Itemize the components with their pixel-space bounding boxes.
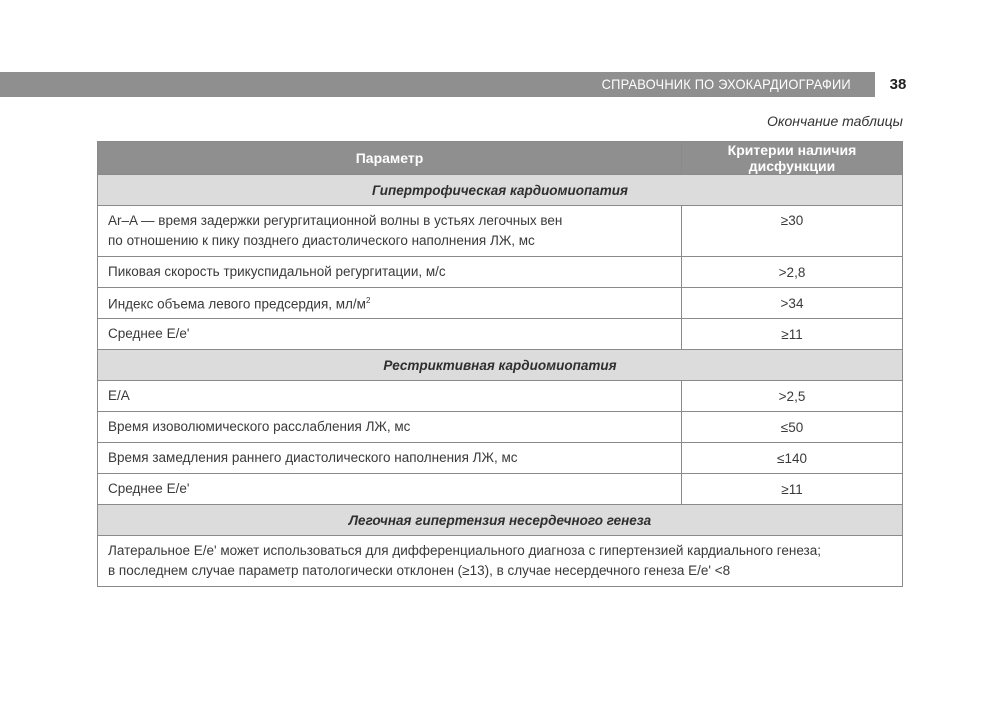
note-text-line: в последнем случае параметр патологически отклонен (≥13), в случае несердечного генеза E/e' <8 [108,563,731,578]
note-cell [98,536,903,587]
table-row [98,412,903,443]
section-row [98,175,903,206]
parameter-text-line: по отношению к пику позднего диастолического наполнения ЛЖ, мс [108,233,535,248]
parameter-cell [98,288,682,319]
criteria-value: ≥30 [682,206,903,257]
section-title-restrictive: Рестриктивная кардиомиопатия [98,350,903,381]
parameter-text: Индекс объема левого предсердия, мл/м [108,296,366,312]
column-header-parameter: Параметр [98,142,682,175]
table-row [98,443,903,474]
table-row [98,319,903,350]
table-caption: Окончание таблицы [766,113,903,129]
criteria-table [97,141,903,587]
section-row [98,505,903,536]
page-number: 38 [889,76,907,93]
note-text-line: Латеральное E/e' может использоваться для дифференциального диагноза с гипертензией кардиального генеза; [108,543,821,558]
parameter-cell: Пиковая скорость трикуспидальной регургитации, м/с [98,257,682,288]
parameter-cell: Время изоволюмического расслабления ЛЖ, мс [98,412,682,443]
criteria-value: ≤140 [682,443,903,474]
superscript: 2 [365,296,371,306]
table-row [98,288,903,319]
table-row [98,536,903,587]
table-row [98,474,903,505]
criteria-value: >2,8 [682,257,903,288]
section-title-hypertrophic: Гипертрофическая кардиомиопатия [98,175,903,206]
criteria-value: ≥11 [682,319,903,350]
parameter-cell [98,206,682,257]
parameter-cell: Среднее E/e' [98,474,682,505]
table-header-row [98,142,903,175]
section-title-pulmonary-hypertension: Легочная гипертензия несердечного генеза [98,505,903,536]
criteria-value: >2,5 [682,381,903,412]
criteria-value: >34 [682,288,903,319]
parameter-cell: Среднее E/e' [98,319,682,350]
criteria-value: ≤50 [682,412,903,443]
running-header-title: СПРАВОЧНИК ПО ЭХОКАРДИОГРАФИИ [601,76,851,92]
criteria-value: ≥11 [682,474,903,505]
parameter-text-line: Ar–A — время задержки регургитационной волны в устьях легочных вен [108,213,563,228]
table-row [98,206,903,257]
table-row [98,381,903,412]
table-row [98,257,903,288]
parameter-cell: E/A [98,381,682,412]
section-row [98,350,903,381]
column-header-criteria: Критерии наличия дисфункции [682,142,903,175]
running-header-bar [0,72,875,97]
parameter-cell: Время замедления раннего диастолического наполнения ЛЖ, мс [98,443,682,474]
